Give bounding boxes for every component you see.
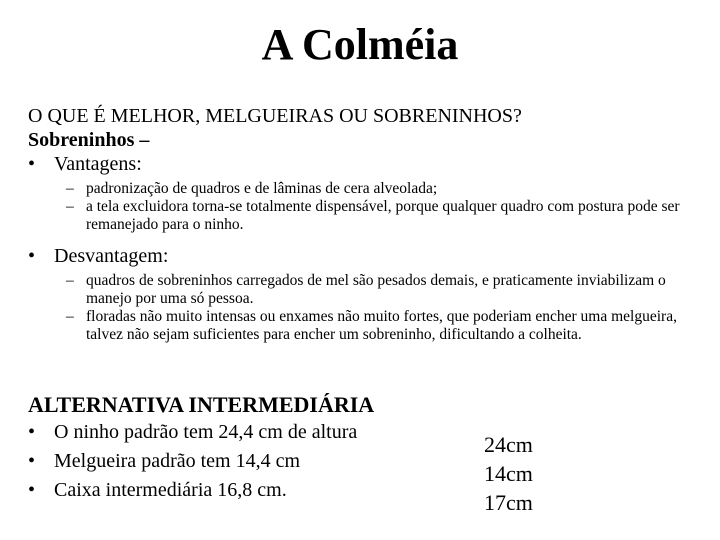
dash-icon: – (66, 272, 74, 289)
alternative-heading: ALTERNATIVA INTERMEDIÁRIA (28, 392, 375, 417)
list-item: – padronização de quadros e de lâminas de cera alveolada; (66, 180, 438, 197)
list-item: – floradas não muito intensas ou enxames não muito fortes, que poderiam encher uma melgueira, talvez não sejam suficientes para encher um sobreninho, dificultando a colheita. (66, 308, 677, 343)
slide-body (28, 104, 698, 350)
question-heading: O QUE É MELHOR, MELGUEIRAS OU SOBRENINHOS? (28, 105, 522, 127)
bullet-icon: • (28, 450, 36, 472)
list-item: – quadros de sobreninhos carregados de mel são pesados demais, e praticamente inviabilizam o manejo por uma só pessoa. (66, 272, 666, 307)
measure-value: 17cm (484, 490, 533, 515)
advantages-bullet (28, 152, 698, 176)
slide-title: A Colméia (261, 20, 459, 69)
measure-value: 24cm (484, 432, 533, 457)
advantages-label: Vantagens: (54, 153, 142, 175)
disadvantages-label: Desvantagem: (54, 245, 169, 267)
alternative-section (28, 392, 428, 505)
subject-heading: Sobreninhos – (28, 129, 150, 151)
list-item: • O ninho padrão tem 24,4 cm de altura (28, 418, 428, 447)
dash-icon: – (66, 198, 74, 215)
bullet-icon: • (28, 153, 36, 175)
bullet-icon: • (28, 479, 36, 501)
measures-column (484, 430, 533, 517)
list-item: • Caixa intermediária 16,8 cm. (28, 476, 428, 505)
list-item: • Melgueira padrão tem 14,4 cm (28, 447, 428, 476)
dash-icon: – (66, 308, 74, 325)
disadvantages-list (28, 272, 698, 344)
advantages-list (28, 180, 698, 234)
list-item: – a tela excluidora torna-se totalmente dispensável, porque qualquer quadro com postura pode ser remanejado para o ninho. (66, 198, 680, 233)
disadvantages-bullet (28, 244, 698, 268)
dash-icon: – (66, 180, 74, 197)
bullet-icon: • (28, 421, 36, 443)
bullet-icon: • (28, 245, 36, 267)
measure-value: 14cm (484, 461, 533, 486)
